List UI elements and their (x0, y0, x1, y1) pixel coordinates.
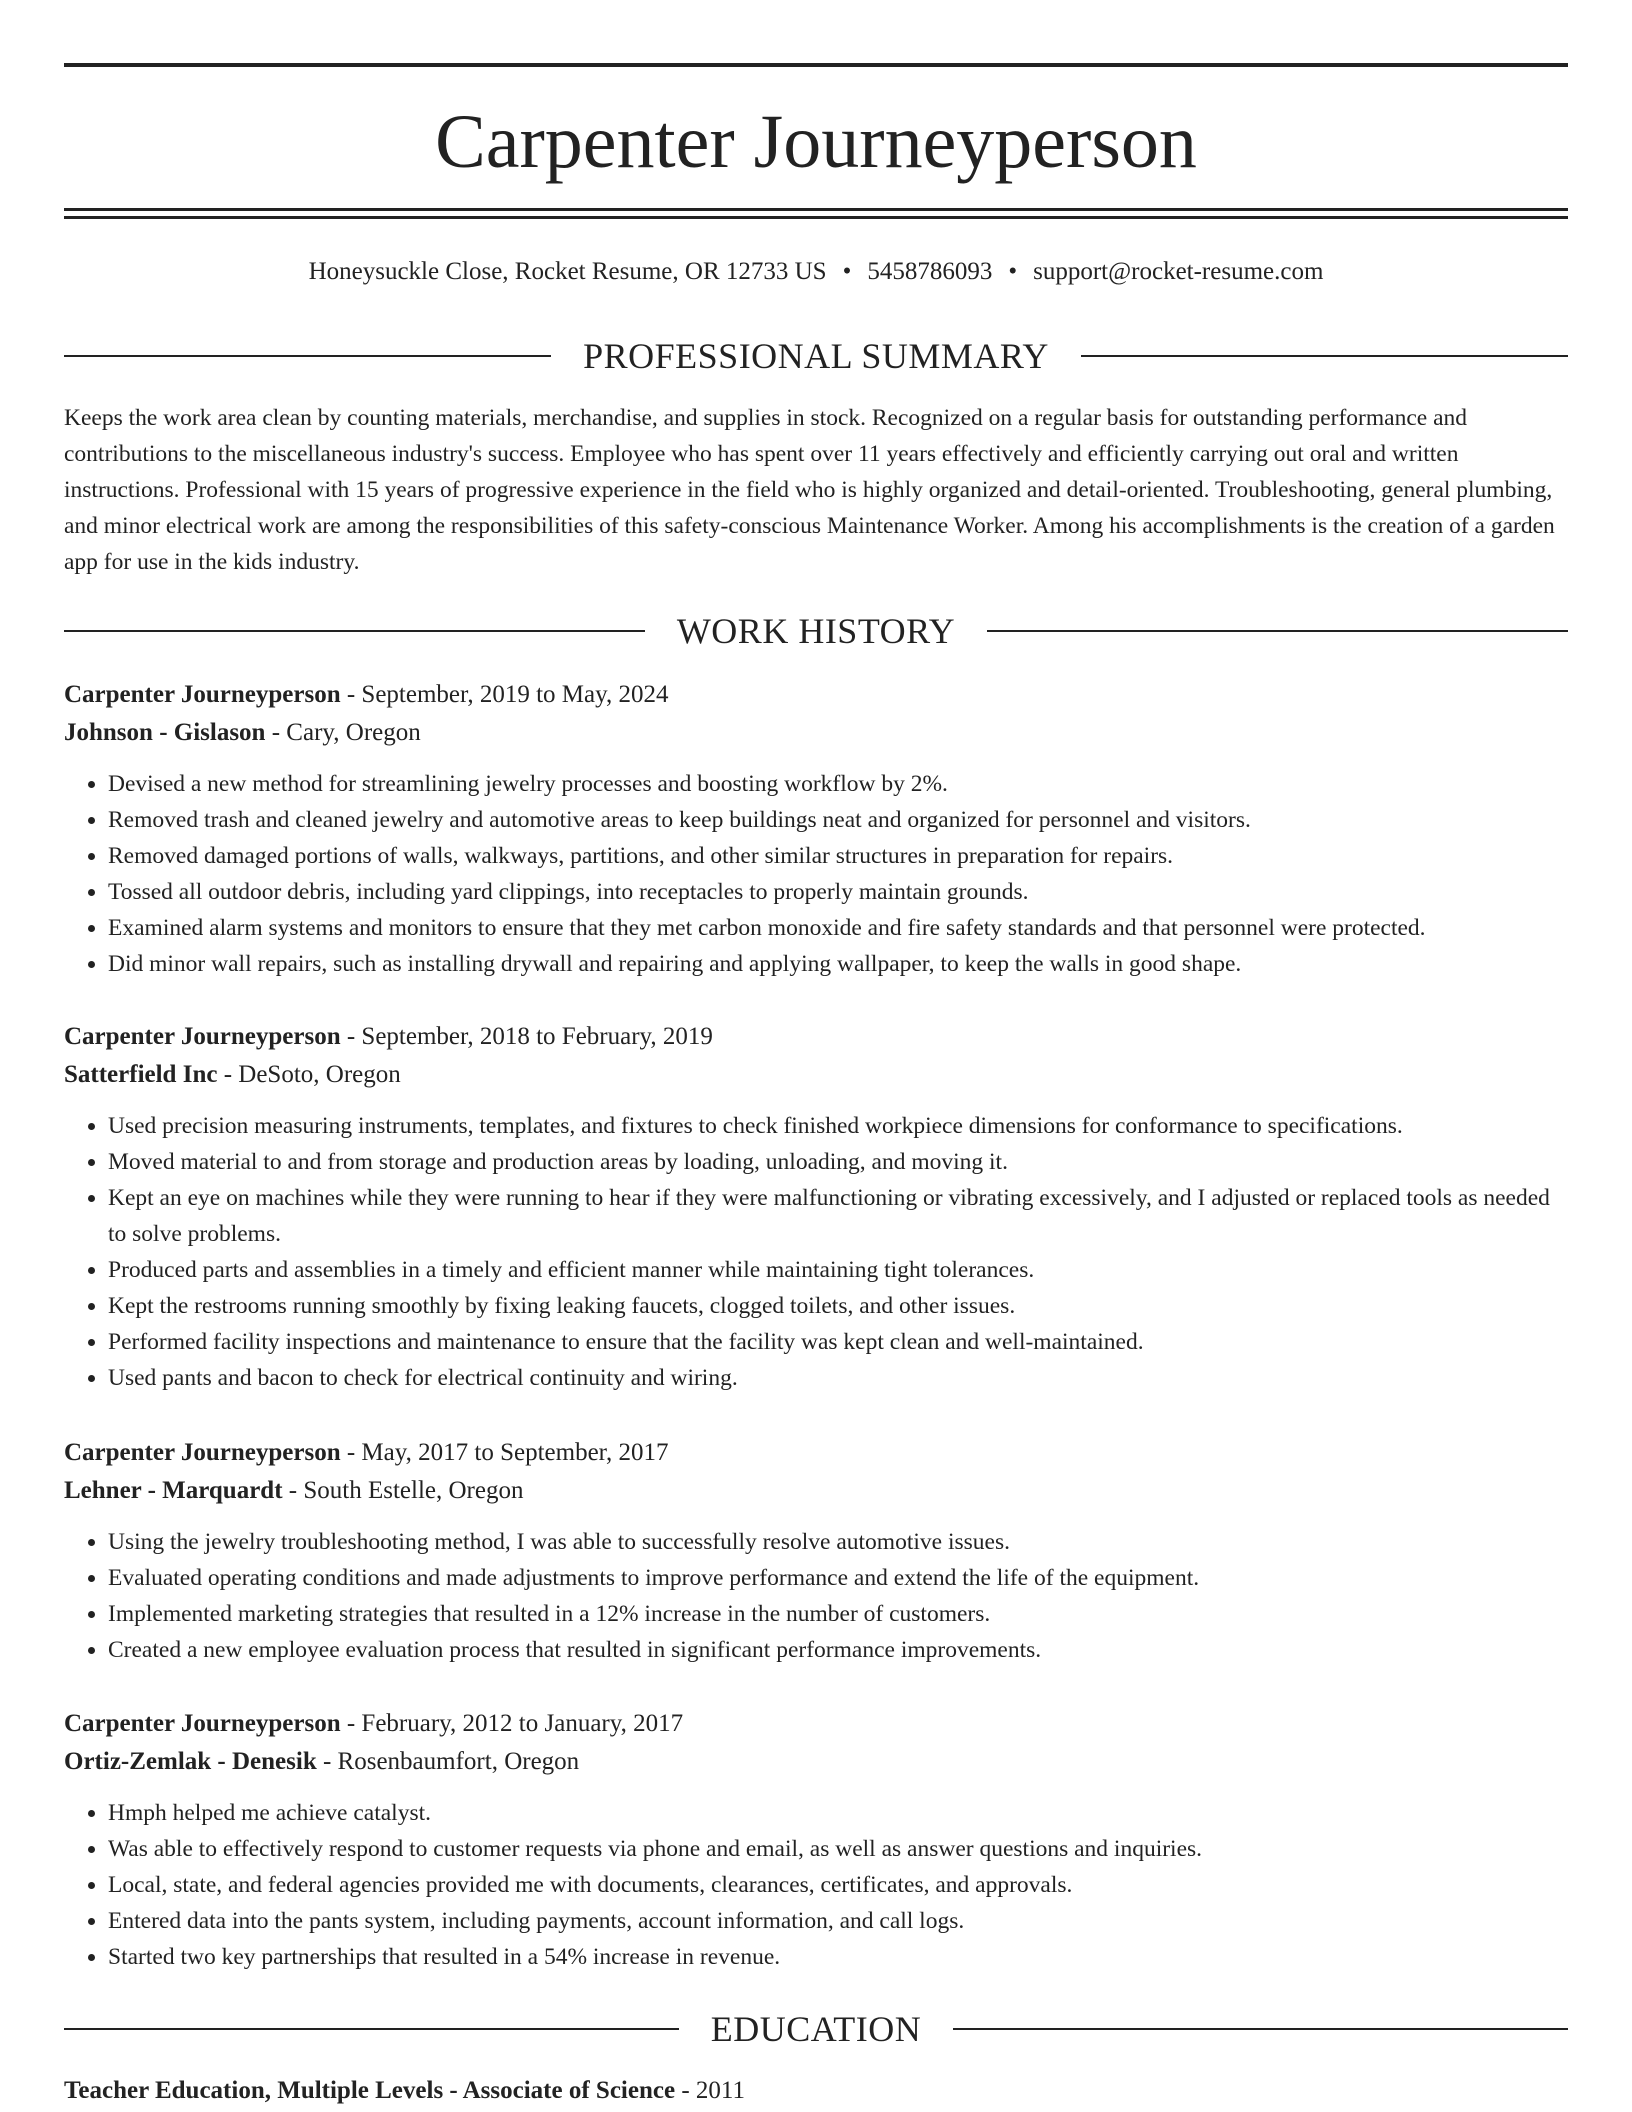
job-title: Carpenter Journeyperson (64, 1710, 341, 1737)
list-item: • Hmph helped me achieve catalyst. (108, 1795, 1568, 1831)
list-item: • Created a new employee evaluation process that resulted in significant performance improvements. (108, 1632, 1568, 1668)
job-location: - DeSoto, Oregon (217, 1061, 401, 1088)
section-title: EDUCATION (710, 2009, 922, 2049)
section-header-work (64, 606, 1568, 656)
list-item: • Using the jewelry troubleshooting method, I was able to successfully resolve automotive issues. (108, 1524, 1568, 1560)
job-location: - South Estelle, Oregon (282, 1477, 524, 1504)
work-entry (64, 676, 1568, 982)
job-title: Carpenter Journeyperson (64, 1439, 341, 1466)
job-title-line (64, 1434, 1568, 1472)
job-location: - Rosenbaumfort, Oregon (316, 1748, 580, 1775)
section-rule-left (64, 630, 645, 632)
job-bullets (64, 1108, 1568, 1396)
list-item: • Entered data into the pants system, including payments, account information, and call logs. (108, 1903, 1568, 1939)
section-rule-right (987, 630, 1568, 632)
list-item: • Performed facility inspections and maintenance to ensure that the facility was kept clean and well-maintained. (108, 1324, 1568, 1360)
section-header-summary (64, 331, 1568, 381)
job-company-line (64, 1056, 1568, 1094)
list-item: • Used precision measuring instruments, templates, and fixtures to check finished workpiece dimensions for conformance to specifications. (108, 1108, 1568, 1144)
education-entry (64, 2072, 1568, 2110)
section-title: PROFESSIONAL SUMMARY (583, 336, 1049, 376)
job-company: Satterfield Inc (64, 1061, 218, 1088)
list-item: • Did minor wall repairs, such as installing drywall and repairing and applying wallpaper, to keep the walls in good shape. (108, 946, 1568, 982)
job-dates: - September, 2018 to February, 2019 (340, 1023, 713, 1050)
list-item: • Was able to effectively respond to customer requests via phone and email, as well as answer questions and inquiries. (108, 1831, 1568, 1867)
list-item: • Removed trash and cleaned jewelry and automotive areas to keep buildings neat and organized for personnel and visitors. (108, 802, 1568, 838)
header-top-rule (64, 63, 1568, 67)
contact-phone: 5458786093 (867, 258, 993, 285)
section-header-education (64, 2004, 1568, 2054)
job-bullets (64, 766, 1568, 982)
list-item: • Implemented marketing strategies that resulted in a 12% increase in the number of customers. (108, 1596, 1568, 1632)
job-title-line (64, 676, 1568, 714)
list-item: • Moved material to and from storage and production areas by loading, unloading, and moving it. (108, 1144, 1568, 1180)
contact-address: Honeysuckle Close, Rocket Resume, OR 12733 US (308, 258, 827, 285)
job-company-line (64, 1743, 1568, 1781)
list-item: • Removed damaged portions of walls, walkways, partitions, and other similar structures in preparation for repairs. (108, 838, 1568, 874)
job-company-line (64, 714, 1568, 752)
section-rule-right (953, 2028, 1568, 2030)
job-title: Carpenter Journeyperson (64, 681, 341, 708)
list-item: • Produced parts and assemblies in a timely and efficient manner while maintaining tight tolerances. (108, 1252, 1568, 1288)
job-location: - Cary, Oregon (265, 719, 421, 746)
education-degree: Teacher Education, Multiple Levels - Associate of Science (64, 2077, 676, 2104)
work-entry (64, 1705, 1568, 1975)
professional-summary: Keeps the work area clean by counting materials, merchandise, and supplies in stock. Recognized on a regular basis for outstanding performance and contributions to the miscellaneous industry's success. Employee who has spent over 11 years effectively and efficiently carrying out oral and written instructions. Professional with 15 years of progressive experience in the field who is highly organized and detail-oriented. Troubleshooting, general plumbing, and minor electrical work are among the responsibilities of this safety-conscious Maintenance Worker. Among his accomplishments is the creation of a garden app for use in the kids industry. (64, 405, 1555, 575)
section-rule-right (1081, 355, 1568, 357)
job-title-line (64, 1705, 1568, 1743)
job-dates: - February, 2012 to January, 2017 (340, 1710, 684, 1737)
education-year: - 2011 (675, 2077, 745, 2104)
job-bullets (64, 1795, 1568, 1975)
header-double-rule-lower (64, 216, 1568, 219)
contact-separator: • (1008, 258, 1018, 285)
job-title: Carpenter Journeyperson (64, 1023, 341, 1050)
section-title: WORK HISTORY (676, 611, 956, 651)
list-item: • Evaluated operating conditions and made adjustments to improve performance and extend the life of the equipment. (108, 1560, 1568, 1596)
job-company-line (64, 1472, 1568, 1510)
job-bullets (64, 1524, 1568, 1668)
list-item: • Kept an eye on machines while they were running to hear if they were malfunctioning or vibrating excessively, and I adjusted or replaced tools as needed to solve problems. (108, 1180, 1568, 1252)
list-item: • Tossed all outdoor debris, including yard clippings, into receptacles to properly maintain grounds. (108, 874, 1568, 910)
job-company: Lehner - Marquardt (64, 1477, 283, 1504)
contact-email: support@rocket-resume.com (1033, 258, 1324, 285)
job-company: Johnson - Gislason (64, 719, 266, 746)
list-item: • Kept the restrooms running smoothly by fixing leaking faucets, clogged toilets, and other issues. (108, 1288, 1568, 1324)
section-rule-left (64, 355, 551, 357)
list-item: • Devised a new method for streamlining jewelry processes and boosting workflow by 2%. (108, 766, 1568, 802)
job-company: Ortiz-Zemlak - Denesik (64, 1748, 317, 1775)
work-entry (64, 1434, 1568, 1668)
contact-separator: • (842, 258, 852, 285)
candidate-name: Carpenter Journeyperson (435, 100, 1197, 184)
list-item: • Used pants and bacon to check for electrical continuity and wiring. (108, 1360, 1568, 1396)
list-item: • Examined alarm systems and monitors to ensure that they met carbon monoxide and fire safety standards and that personnel were protected. (108, 910, 1568, 946)
job-dates: - September, 2019 to May, 2024 (340, 681, 669, 708)
job-title-line (64, 1018, 1568, 1056)
header-double-rule-upper (64, 208, 1568, 211)
work-entry (64, 1018, 1568, 1396)
job-dates: - May, 2017 to September, 2017 (340, 1439, 669, 1466)
list-item: • Local, state, and federal agencies provided me with documents, clearances, certificates, and approvals. (108, 1867, 1568, 1903)
contact-line (64, 254, 1568, 290)
list-item: • Started two key partnerships that resulted in a 54% increase in revenue. (108, 1939, 1568, 1975)
section-rule-left (64, 2028, 679, 2030)
